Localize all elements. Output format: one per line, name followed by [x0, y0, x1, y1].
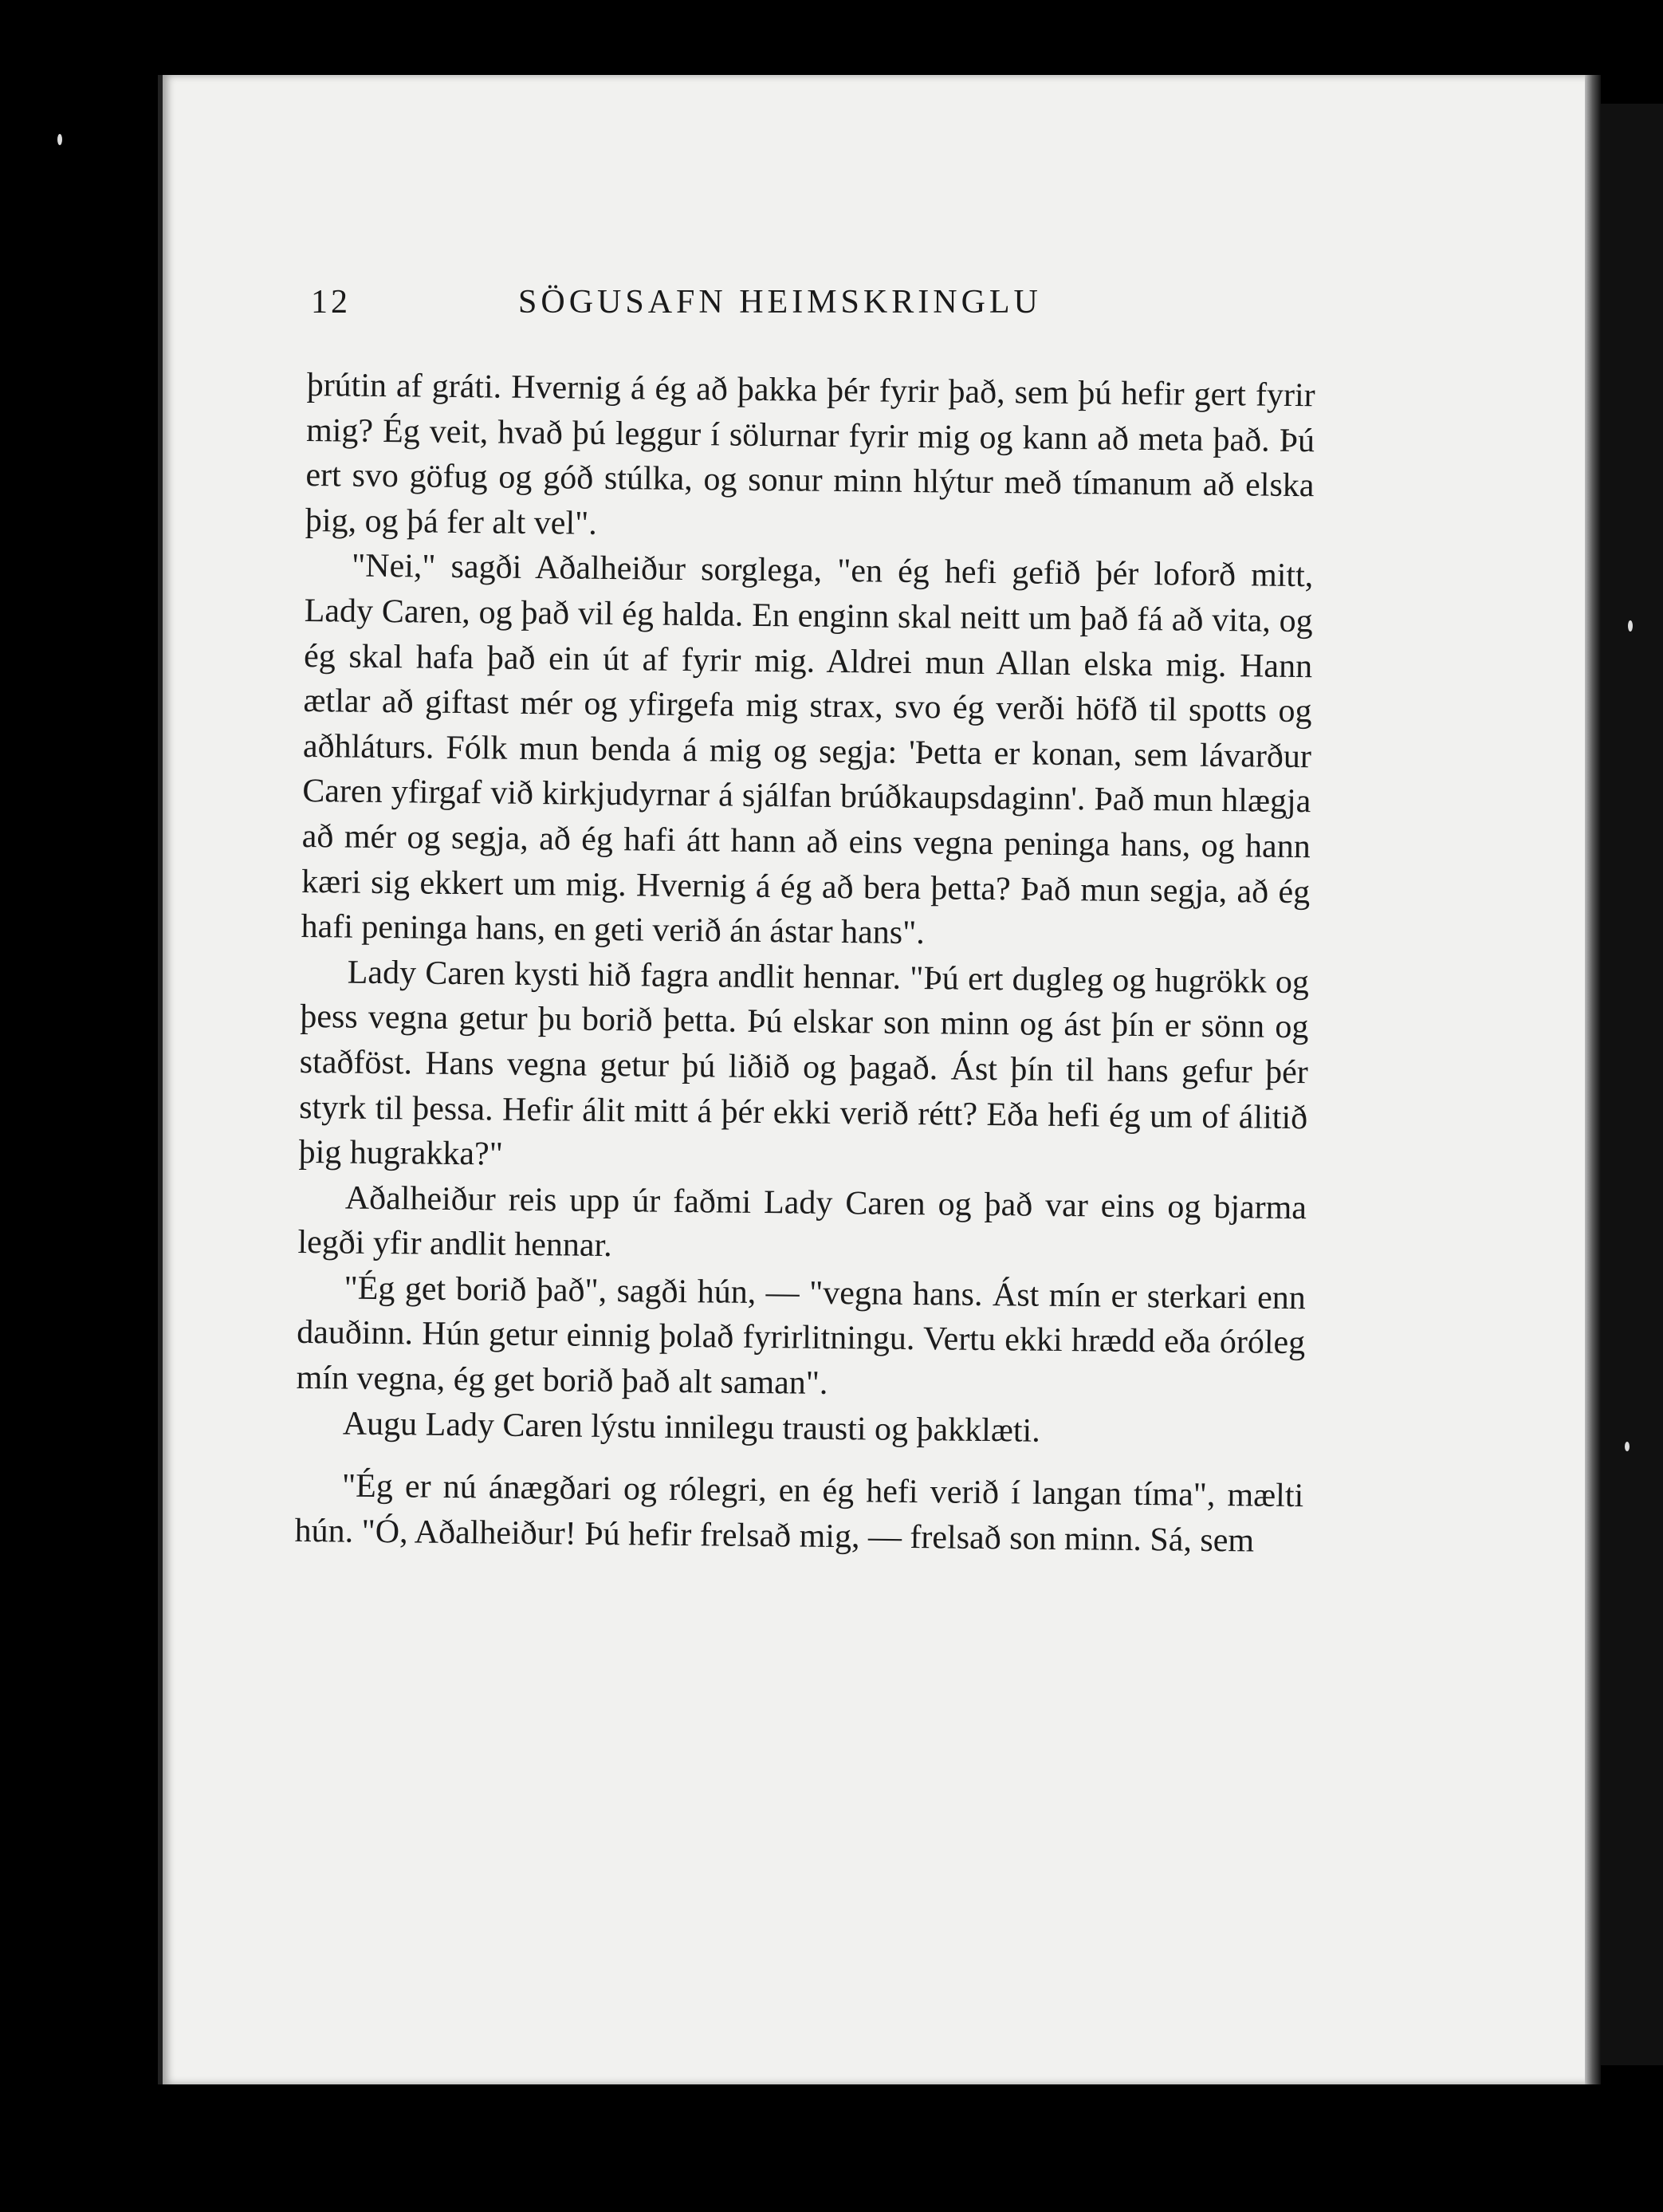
scan-speck: [1628, 620, 1633, 632]
paragraph: þrútin af gráti. Hvernig á ég að þakka þér fyrir það, sem þú hefir gert fyrir mig? Ég veit, hvað þú leggur í sölurnar fyrir mig og kann að meta það. Þú ert svo göfug og góð stúlka, og sonur minn hlýtur með tímanum að elska þig, og þá fer alt vel".: [305, 366, 1315, 542]
paragraph: "Ég er nú ánægðari og rólegri, en ég hefi verið í langan tíma", mælti hún. "Ó, Aðalheiður! Þú hefir frelsað mig, — frelsað son minn. Sá, sem: [294, 1467, 1304, 1560]
paragraph: Lady Caren kysti hið fagra andlit hennar. "Þú ert dugleg og hugrökk og þess vegna getur þu borið þetta. Þú elskar son minn og ást þín er sönn og staðföst. Hans vegna getur þú liðið og þagað. Ást þín til hans gefur þér styrk til þessa. Hefir álit mitt á þér ekki verið rétt? Eða hefi ég um of álitið þig hugrakka?": [298, 954, 1310, 1173]
body-text: [294, 363, 1315, 1565]
scan-speck: [1625, 1442, 1630, 1451]
adjacent-page-edge: [1601, 104, 1663, 2065]
page-gutter-edge: [1585, 75, 1601, 2084]
paragraph: Augu Lady Caren lýstu innilegu trausti og þakklæti.: [342, 1405, 1040, 1450]
running-head: SÖGUSAFN HEIMSKRINGLU: [518, 284, 1042, 321]
page-number: 12: [311, 284, 351, 321]
scan-speck: [57, 134, 62, 145]
paragraph: "Ég get borið það", sagði hún, — "vegna hans. Ást mín er sterkari enn dauðinn. Hún getur einnig þolað fyrirlitningu. Vertu ekki hrædd eða óróleg mín vegna, ég get borið það alt saman".: [296, 1269, 1307, 1402]
page-header: [311, 283, 1148, 331]
paragraph: "Nei," sagði Aðalheiður sorglega, "en ég hefi gefið þér loforð mitt, Lady Caren, og það vil ég halda. En enginn skal neitt um það fá að vita, og ég skal hafa það ein út af fyrir mig. Aldrei mun Allan elska mig. Hann ætlar að giftast mér og yfirgefa mig strax, svo ég verði höfð til spotts og aðhláturs. Fólk mun benda á mig og segja: 'Þetta er konan, sem lávarður Caren yfirgaf við kirkjudyrnar á sjálfan brúðkaupsdaginn'. Það mun hlægja að mér og segja, að ég hafi átt hann að eins vegna peninga hans, og hann kæri sig ekkert um mig. Hvernig á ég að bera þetta? Það mun segja, að ég hafi peninga hans, en geti verið án ástar hans".: [301, 547, 1314, 952]
paragraph: Aðalheiður reis upp úr faðmi Lady Caren og það var eins og bjarma legði yfir andlit hennar.: [297, 1179, 1307, 1265]
